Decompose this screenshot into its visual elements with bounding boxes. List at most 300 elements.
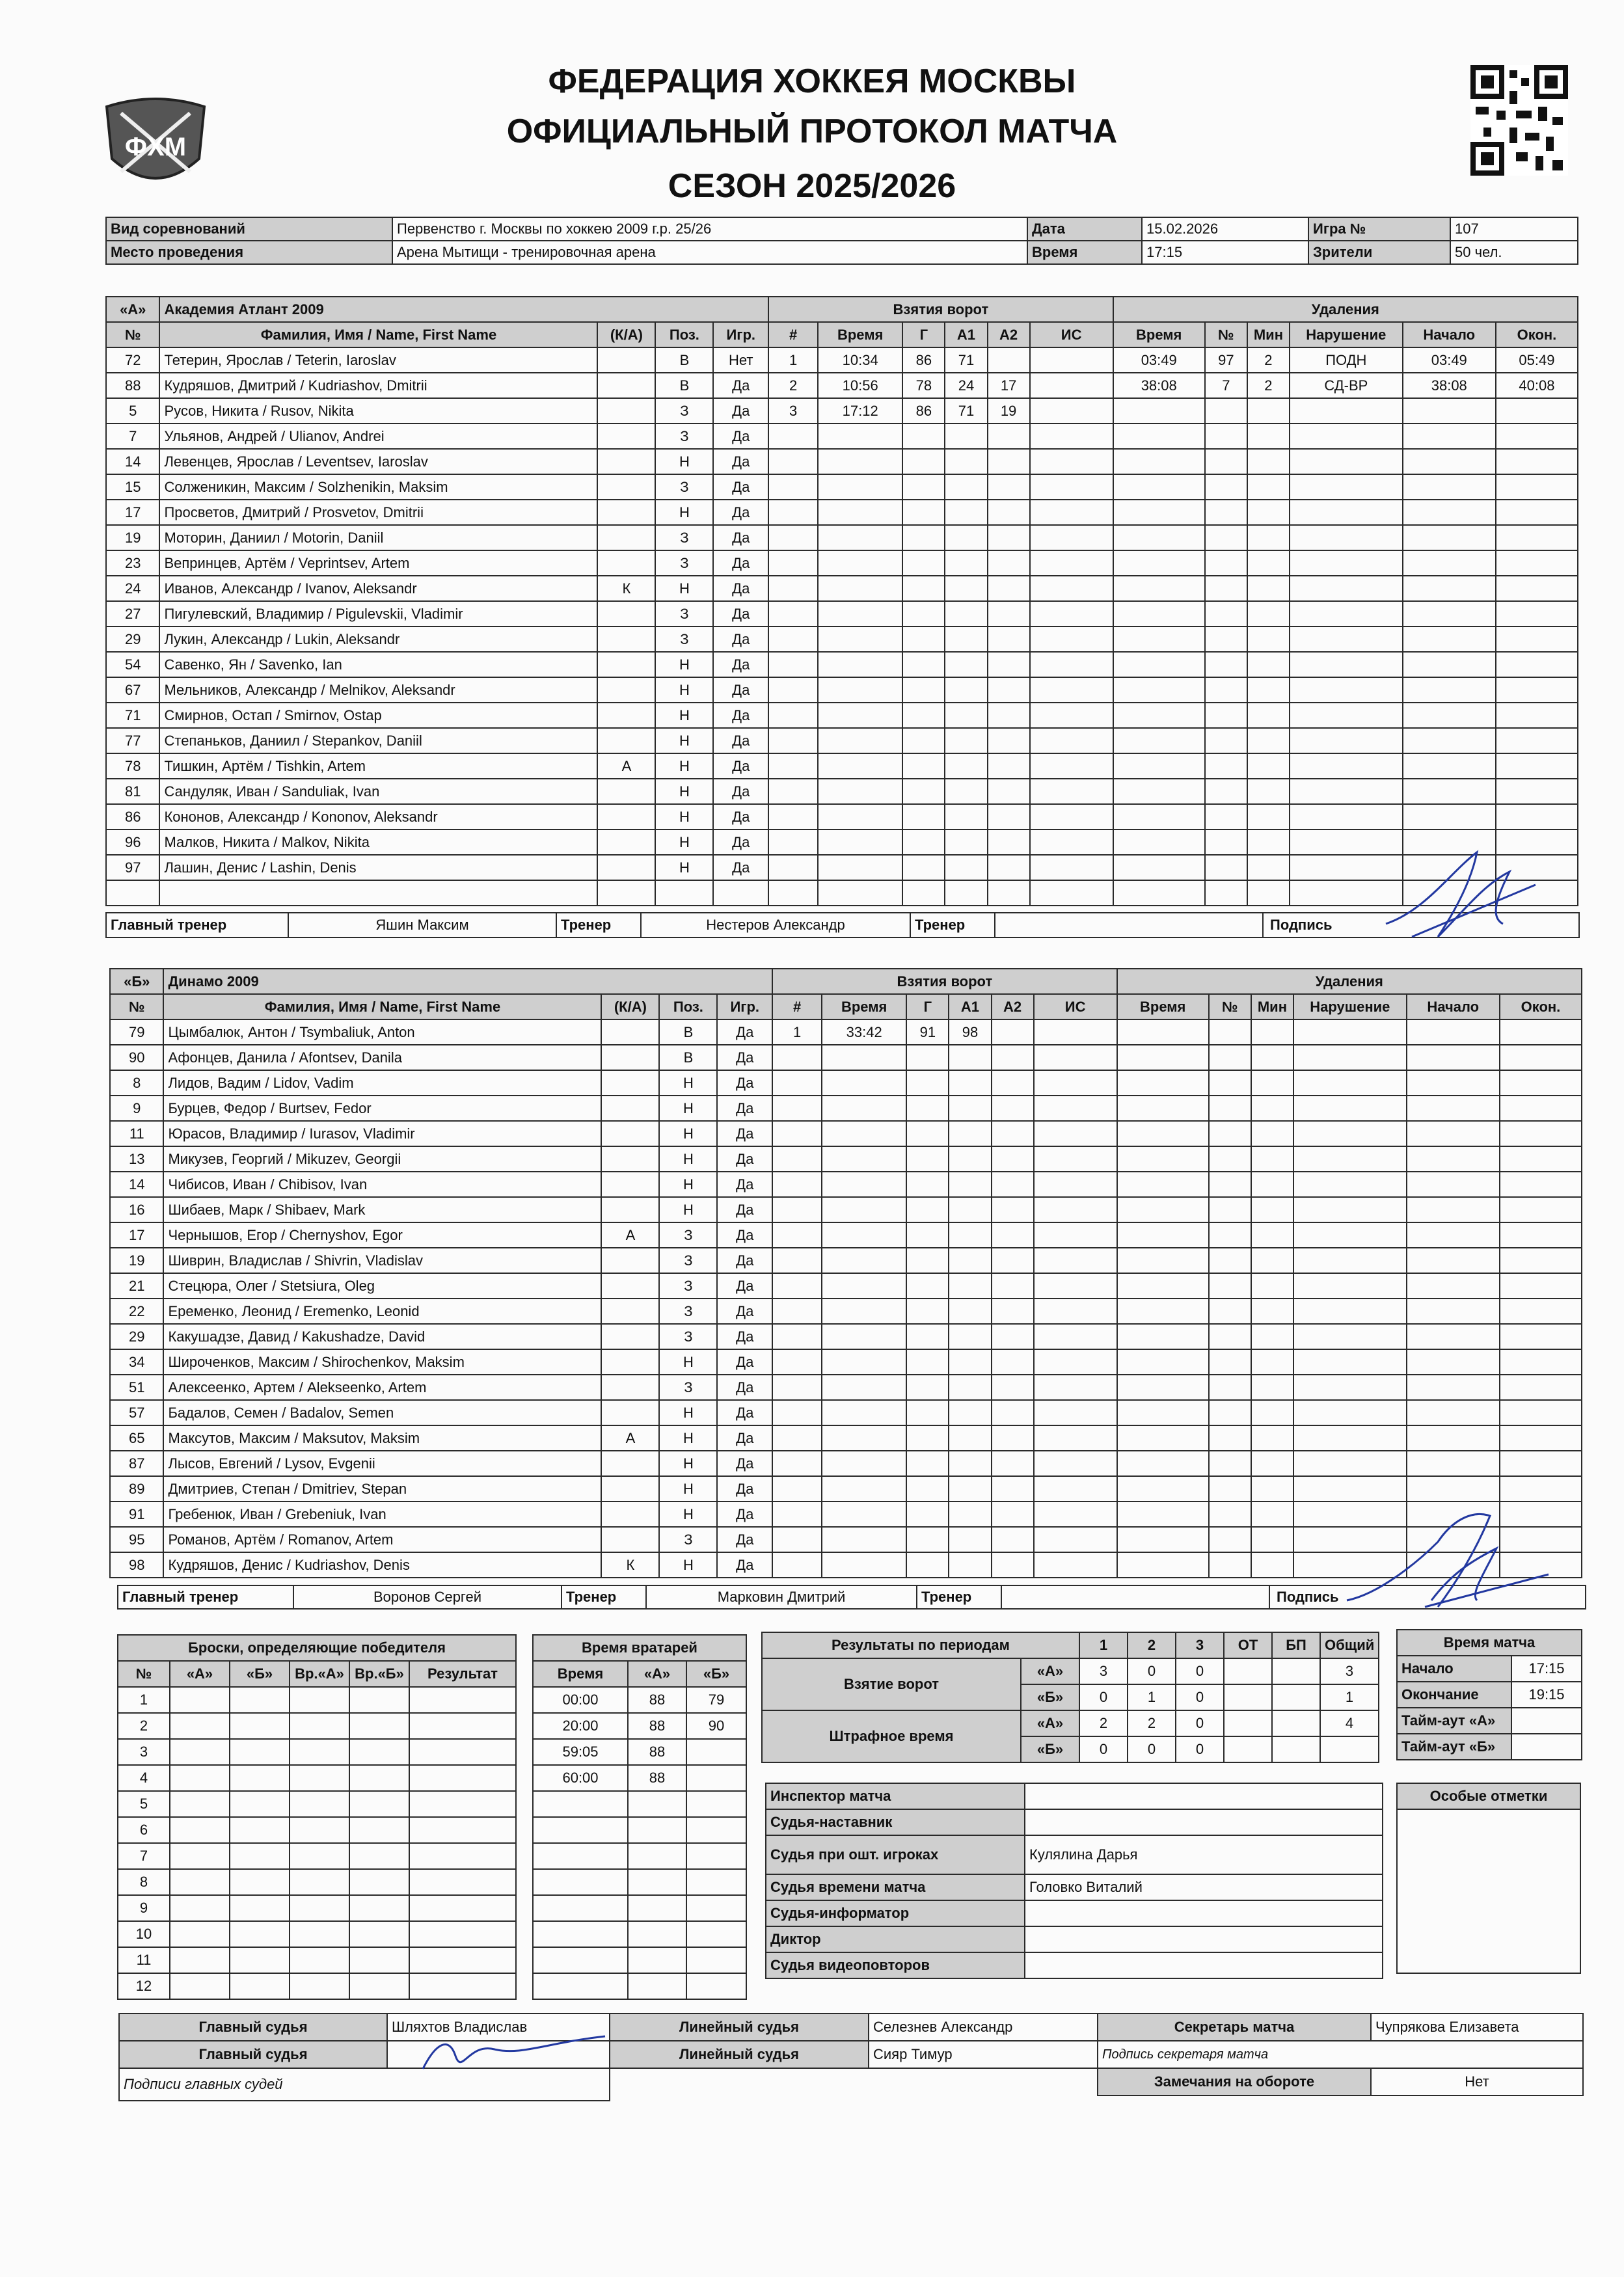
goalie-row bbox=[533, 1765, 746, 1791]
federation-title: ФЕДЕРАЦИЯ ХОККЕЯ МОСКВЫ bbox=[548, 62, 1076, 100]
penalty-start bbox=[1407, 1197, 1500, 1222]
penalty-end bbox=[1500, 1172, 1582, 1197]
officials-table bbox=[765, 1783, 1383, 1979]
team-a-tag: «А» bbox=[106, 297, 159, 322]
player-position: Н bbox=[659, 1349, 717, 1375]
team-a-head-coach-label: Главный тренер bbox=[106, 913, 288, 937]
goal-is bbox=[1034, 1096, 1117, 1121]
penalty-end bbox=[1500, 1197, 1582, 1222]
goalie-b bbox=[686, 1947, 746, 1973]
shootout-col-gb: Вр.«Б» bbox=[349, 1661, 409, 1687]
period-cell bbox=[1272, 1658, 1320, 1684]
player-role bbox=[597, 804, 655, 829]
match-end-label: Окончание bbox=[1397, 1682, 1511, 1708]
penalty-number bbox=[1205, 398, 1247, 424]
penalty-minutes bbox=[1247, 449, 1290, 474]
col-name: Фамилия, Имя / Name, First Name bbox=[163, 994, 601, 1019]
penalty-time bbox=[1113, 601, 1205, 627]
goal-assist1 bbox=[949, 1248, 991, 1273]
goal-assist2 bbox=[992, 1146, 1034, 1172]
shootout-cell bbox=[170, 1687, 230, 1713]
team-b-player-row bbox=[110, 1273, 1582, 1299]
penalty-infraction bbox=[1293, 1375, 1407, 1400]
goalie-row bbox=[533, 1921, 746, 1947]
goal-time: 17:12 bbox=[818, 398, 902, 424]
player-position: З bbox=[659, 1527, 717, 1552]
goal-time bbox=[818, 601, 902, 627]
team-b-head-coach-label: Главный тренер bbox=[118, 1585, 293, 1609]
shootout-cell bbox=[230, 1921, 290, 1947]
shootout-row bbox=[118, 1791, 516, 1817]
goal-scorer bbox=[906, 1299, 949, 1324]
player-number: 19 bbox=[106, 525, 159, 550]
player-role bbox=[601, 1527, 659, 1552]
goal-assist2 bbox=[988, 550, 1030, 576]
goal-scorer bbox=[906, 1070, 949, 1096]
col-goal-scorer: Г bbox=[902, 322, 945, 347]
goal-assist1 bbox=[949, 1451, 991, 1476]
goalie-a bbox=[628, 1973, 686, 1999]
player-role bbox=[601, 1121, 659, 1146]
goal-is bbox=[1030, 677, 1113, 703]
goal-index bbox=[772, 1121, 822, 1146]
penalty-infraction bbox=[1293, 1425, 1407, 1451]
goalie-a bbox=[628, 1791, 686, 1817]
penalty-minutes bbox=[1251, 1019, 1293, 1045]
shootout-row bbox=[118, 1843, 516, 1869]
goal-index bbox=[768, 855, 818, 880]
player-position: Н bbox=[655, 677, 713, 703]
penalty-infraction bbox=[1290, 474, 1403, 500]
shootout-cell bbox=[349, 1843, 409, 1869]
penalty-start bbox=[1403, 703, 1496, 728]
goal-index bbox=[772, 1349, 822, 1375]
goal-is bbox=[1030, 779, 1113, 804]
official-role: Судья-информатор bbox=[766, 1900, 1025, 1926]
player-played: Да bbox=[717, 1324, 772, 1349]
penalty-start bbox=[1407, 1299, 1500, 1324]
goalie-a: 88 bbox=[628, 1739, 686, 1765]
player-played: Да bbox=[713, 576, 768, 601]
goal-assist2 bbox=[992, 1222, 1034, 1248]
goal-scorer bbox=[902, 449, 945, 474]
penalty-number: 97 bbox=[1205, 347, 1247, 373]
match-start: 17:15 bbox=[1511, 1656, 1582, 1682]
penalty-time bbox=[1113, 728, 1205, 753]
goal-scorer bbox=[902, 424, 945, 449]
goalie-a: 88 bbox=[628, 1713, 686, 1739]
goal-is bbox=[1030, 627, 1113, 652]
goal-index bbox=[768, 474, 818, 500]
player-name: Какушадзе, Давид / Kakushadze, David bbox=[163, 1324, 601, 1349]
penalty-number bbox=[1205, 449, 1247, 474]
player-number: 8 bbox=[110, 1070, 163, 1096]
goal-scorer bbox=[902, 753, 945, 779]
goal-is bbox=[1034, 1273, 1117, 1299]
player-role bbox=[601, 1349, 659, 1375]
player-played: Да bbox=[713, 373, 768, 398]
period-col-total: Общий bbox=[1320, 1632, 1379, 1658]
shootout-cell bbox=[349, 1791, 409, 1817]
goal-index bbox=[772, 1299, 822, 1324]
player-played: Да bbox=[713, 652, 768, 677]
penalty-minutes bbox=[1247, 550, 1290, 576]
goal-time bbox=[818, 550, 902, 576]
goal-assist2 bbox=[988, 627, 1030, 652]
goal-assist2 bbox=[992, 1375, 1034, 1400]
player-position: В bbox=[655, 347, 713, 373]
penalty-minutes bbox=[1251, 1197, 1293, 1222]
goalie-col-a: «А» bbox=[628, 1661, 686, 1687]
goal-assist2 bbox=[988, 424, 1030, 449]
penalty-start bbox=[1407, 1172, 1500, 1197]
goal-index bbox=[768, 576, 818, 601]
player-position: З bbox=[655, 474, 713, 500]
official-name bbox=[1025, 1809, 1383, 1835]
player-position: З bbox=[659, 1324, 717, 1349]
period-cell bbox=[1272, 1710, 1320, 1736]
penalty-minutes bbox=[1251, 1476, 1293, 1502]
goal-index bbox=[772, 1552, 822, 1578]
shootout-cell bbox=[290, 1973, 349, 1999]
player-name: Иванов, Александр / Ivanov, Aleksandr bbox=[159, 576, 597, 601]
shootout-cell bbox=[409, 1869, 516, 1895]
competition-value: Первенство г. Москвы по хоккею 2009 г.р. 25/26 bbox=[392, 217, 1027, 241]
penalty-time bbox=[1117, 1476, 1209, 1502]
player-role bbox=[597, 550, 655, 576]
period-cell bbox=[1224, 1736, 1272, 1762]
player-name: Стецюра, Олег / Stetsiura, Oleg bbox=[163, 1273, 601, 1299]
penalty-infraction bbox=[1293, 1299, 1407, 1324]
player-name: Мельников, Александр / Melnikov, Aleksandr bbox=[159, 677, 597, 703]
penalty-start bbox=[1407, 1476, 1500, 1502]
player-name: Шибаев, Марк / Shibaev, Mark bbox=[163, 1197, 601, 1222]
goal-index bbox=[768, 601, 818, 627]
goal-assist1 bbox=[949, 1096, 991, 1121]
player-position: Н bbox=[655, 829, 713, 855]
penalty-time bbox=[1117, 1451, 1209, 1476]
team-a-coach2-label: Тренер bbox=[910, 913, 995, 937]
penalty-minutes bbox=[1247, 474, 1290, 500]
team-a-pens-header: Удаления bbox=[1113, 297, 1578, 322]
player-role bbox=[601, 1045, 659, 1070]
player-name: Савенко, Ян / Savenko, Ian bbox=[159, 652, 597, 677]
goal-assist1 bbox=[949, 1070, 991, 1096]
goal-assist1 bbox=[945, 728, 987, 753]
period-cell: 0 bbox=[1079, 1736, 1128, 1762]
period-cell: 2 bbox=[1079, 1710, 1128, 1736]
secretary-label: Секретарь матча bbox=[1098, 2014, 1371, 2041]
player-played: Да bbox=[717, 1552, 772, 1578]
goal-scorer bbox=[906, 1222, 949, 1248]
period-cell: 0 bbox=[1176, 1710, 1224, 1736]
team-b-sign-label: Подпись bbox=[1269, 1585, 1586, 1609]
goal-assist1 bbox=[949, 1146, 991, 1172]
penalty-time bbox=[1113, 576, 1205, 601]
penalty-minutes bbox=[1251, 1299, 1293, 1324]
goal-time bbox=[822, 1045, 906, 1070]
shootout-cell bbox=[409, 1713, 516, 1739]
player-name: Лидов, Вадим / Lidov, Vadim bbox=[163, 1070, 601, 1096]
goal-assist1 bbox=[949, 1552, 991, 1578]
shootout-num: 3 bbox=[118, 1739, 170, 1765]
goal-assist2 bbox=[988, 703, 1030, 728]
penalty-minutes bbox=[1247, 500, 1290, 525]
penalty-infraction bbox=[1293, 1349, 1407, 1375]
player-role bbox=[601, 1299, 659, 1324]
player-position: Н bbox=[655, 804, 713, 829]
col-number: № bbox=[110, 994, 163, 1019]
goal-scorer bbox=[906, 1425, 949, 1451]
player-position: З bbox=[659, 1299, 717, 1324]
player-name: Кононов, Александр / Kononov, Aleksandr bbox=[159, 804, 597, 829]
goal-is bbox=[1030, 652, 1113, 677]
player-played: Да bbox=[713, 753, 768, 779]
period-cell bbox=[1224, 1710, 1272, 1736]
player-played: Да bbox=[713, 804, 768, 829]
penalty-start bbox=[1403, 500, 1496, 525]
player-name: Микузев, Георгий / Mikuzev, Georgii bbox=[163, 1146, 601, 1172]
player-position: Н bbox=[659, 1146, 717, 1172]
player-name: Левенцев, Ярослав / Leventsev, Iaroslav bbox=[159, 449, 597, 474]
goalie-time bbox=[533, 1869, 628, 1895]
goal-assist1 bbox=[945, 550, 987, 576]
player-role bbox=[597, 525, 655, 550]
penalty-minutes bbox=[1251, 1045, 1293, 1070]
player-number: 78 bbox=[106, 753, 159, 779]
player-position: Н bbox=[655, 703, 713, 728]
penalty-minutes bbox=[1247, 525, 1290, 550]
team-b-player-row bbox=[110, 1019, 1582, 1045]
shootout-cell bbox=[349, 1895, 409, 1921]
team-a-coach2 bbox=[995, 913, 1263, 937]
player-role: А bbox=[601, 1425, 659, 1451]
goal-assist2 bbox=[992, 1121, 1034, 1146]
col-is: ИС bbox=[1030, 322, 1113, 347]
goal-time bbox=[822, 1552, 906, 1578]
penalty-start: 03:49 bbox=[1403, 347, 1496, 373]
penalty-time bbox=[1117, 1146, 1209, 1172]
shootout-cell bbox=[349, 1765, 409, 1791]
goal-scorer bbox=[902, 576, 945, 601]
goal-assist1 bbox=[945, 677, 987, 703]
shootout-num: 6 bbox=[118, 1817, 170, 1843]
goal-assist2 bbox=[992, 1552, 1034, 1578]
penalty-infraction bbox=[1290, 677, 1403, 703]
goal-assist1 bbox=[945, 855, 987, 880]
shootout-cell bbox=[230, 1713, 290, 1739]
penalty-time bbox=[1113, 500, 1205, 525]
penalty-number bbox=[1205, 424, 1247, 449]
player-played: Да bbox=[717, 1248, 772, 1273]
goalie-time: 20:00 bbox=[533, 1713, 628, 1739]
goal-index bbox=[772, 1527, 822, 1552]
player-role bbox=[597, 652, 655, 677]
player-played: Да bbox=[713, 728, 768, 753]
penalty-number bbox=[1209, 1096, 1251, 1121]
goal-assist2 bbox=[988, 601, 1030, 627]
periods-pim-b-tag: «Б» bbox=[1021, 1736, 1079, 1762]
goal-time bbox=[818, 627, 902, 652]
shootout-cell bbox=[290, 1713, 349, 1739]
goal-index: 2 bbox=[768, 373, 818, 398]
penalty-number bbox=[1209, 1527, 1251, 1552]
player-position: Н bbox=[655, 855, 713, 880]
goal-time bbox=[822, 1172, 906, 1197]
goal-is bbox=[1034, 1248, 1117, 1273]
period-cell-total: 3 bbox=[1320, 1658, 1379, 1684]
penalty-infraction: СД-ВР bbox=[1290, 373, 1403, 398]
goal-index bbox=[768, 829, 818, 855]
goal-time bbox=[818, 880, 902, 906]
goal-index bbox=[772, 1146, 822, 1172]
period-cell: 0 bbox=[1079, 1684, 1128, 1710]
player-number: 17 bbox=[106, 500, 159, 525]
shootout-cell bbox=[409, 1843, 516, 1869]
goal-assist2 bbox=[992, 1451, 1034, 1476]
player-number: 17 bbox=[110, 1222, 163, 1248]
penalty-time bbox=[1117, 1425, 1209, 1451]
player-number: 11 bbox=[110, 1121, 163, 1146]
timeout-b bbox=[1511, 1734, 1582, 1760]
goal-time bbox=[818, 576, 902, 601]
goal-scorer bbox=[906, 1096, 949, 1121]
penalty-number bbox=[1209, 1451, 1251, 1476]
goal-scorer bbox=[906, 1451, 949, 1476]
goal-scorer bbox=[906, 1349, 949, 1375]
goal-is bbox=[1034, 1400, 1117, 1425]
goalie-time bbox=[533, 1817, 628, 1843]
player-played: Да bbox=[713, 855, 768, 880]
player-played: Да bbox=[717, 1502, 772, 1527]
penalty-infraction bbox=[1293, 1121, 1407, 1146]
goal-assist1 bbox=[945, 576, 987, 601]
special-marks-body bbox=[1397, 1809, 1580, 1973]
date-value: 15.02.2026 bbox=[1142, 217, 1308, 241]
goal-index bbox=[768, 449, 818, 474]
team-a-coach-label: Тренер bbox=[556, 913, 641, 937]
penalty-number bbox=[1205, 804, 1247, 829]
period-cell-total: 4 bbox=[1320, 1710, 1379, 1736]
player-name: Чернышов, Егор / Chernyshov, Egor bbox=[163, 1222, 601, 1248]
team-b-player-row bbox=[110, 1045, 1582, 1070]
penalty-end bbox=[1496, 703, 1578, 728]
player-number: 24 bbox=[106, 576, 159, 601]
shootout-cell bbox=[409, 1895, 516, 1921]
goal-assist1 bbox=[949, 1197, 991, 1222]
penalty-minutes bbox=[1251, 1172, 1293, 1197]
goal-scorer bbox=[902, 703, 945, 728]
goal-assist2 bbox=[988, 753, 1030, 779]
goal-is bbox=[1034, 1476, 1117, 1502]
goal-assist1 bbox=[949, 1299, 991, 1324]
goal-index bbox=[772, 1045, 822, 1070]
goal-is bbox=[1034, 1045, 1117, 1070]
penalty-minutes bbox=[1251, 1451, 1293, 1476]
player-played: Да bbox=[713, 424, 768, 449]
shootout-cell bbox=[349, 1687, 409, 1713]
player-position: Н bbox=[659, 1451, 717, 1476]
penalty-time bbox=[1113, 779, 1205, 804]
period-cell: 0 bbox=[1176, 1658, 1224, 1684]
team-b-player-row bbox=[110, 1222, 1582, 1248]
goal-assist2 bbox=[988, 576, 1030, 601]
date-label: Дата bbox=[1027, 217, 1142, 241]
player-position: Н bbox=[655, 728, 713, 753]
goal-assist1: 98 bbox=[949, 1019, 991, 1045]
player-played: Нет bbox=[713, 347, 768, 373]
goal-scorer: 78 bbox=[902, 373, 945, 398]
team-a-player-row bbox=[106, 373, 1578, 398]
player-position: З bbox=[655, 601, 713, 627]
player-role bbox=[601, 1248, 659, 1273]
player-name: Пигулевский, Владимир / Pigulevskii, Vladimir bbox=[159, 601, 597, 627]
penalty-end bbox=[1496, 779, 1578, 804]
player-name: Цымбалюк, Антон / Tsymbaliuk, Anton bbox=[163, 1019, 601, 1045]
goal-assist1 bbox=[949, 1476, 991, 1502]
penalty-number bbox=[1205, 880, 1247, 906]
goal-time bbox=[818, 779, 902, 804]
col-pen-min: Мин bbox=[1251, 994, 1293, 1019]
goalie-time: 59:05 bbox=[533, 1739, 628, 1765]
goal-scorer bbox=[902, 525, 945, 550]
penalty-infraction bbox=[1290, 525, 1403, 550]
player-position: Н bbox=[659, 1502, 717, 1527]
goal-is bbox=[1030, 500, 1113, 525]
goal-time bbox=[818, 703, 902, 728]
goal-scorer bbox=[906, 1400, 949, 1425]
penalty-number bbox=[1209, 1146, 1251, 1172]
penalty-number bbox=[1209, 1273, 1251, 1299]
player-played: Да bbox=[717, 1527, 772, 1552]
team-b-player-row bbox=[110, 1324, 1582, 1349]
goal-assist2 bbox=[992, 1248, 1034, 1273]
team-a-player-row bbox=[106, 779, 1578, 804]
goal-scorer bbox=[902, 550, 945, 576]
shootout-row bbox=[118, 1921, 516, 1947]
goal-assist2 bbox=[992, 1045, 1034, 1070]
player-number: 89 bbox=[110, 1476, 163, 1502]
team-a-player-row bbox=[106, 449, 1578, 474]
player-number: 9 bbox=[110, 1096, 163, 1121]
goal-assist1 bbox=[949, 1045, 991, 1070]
team-a-goals-header: Взятия ворот bbox=[768, 297, 1113, 322]
team-a-player-row bbox=[106, 703, 1578, 728]
penalty-infraction bbox=[1293, 1197, 1407, 1222]
goalie-time-table bbox=[532, 1634, 747, 2000]
penalty-time bbox=[1117, 1121, 1209, 1146]
penalty-infraction: ПОДН bbox=[1290, 347, 1403, 373]
player-position: З bbox=[659, 1375, 717, 1400]
goal-scorer bbox=[902, 779, 945, 804]
goal-assist1 bbox=[945, 703, 987, 728]
player-played: Да bbox=[717, 1070, 772, 1096]
goal-scorer bbox=[902, 855, 945, 880]
penalty-end bbox=[1496, 424, 1578, 449]
penalty-end bbox=[1496, 652, 1578, 677]
player-number: 77 bbox=[106, 728, 159, 753]
player-position: Н bbox=[659, 1425, 717, 1451]
player-played: Да bbox=[713, 829, 768, 855]
penalty-start bbox=[1403, 550, 1496, 576]
period-col-2: 2 bbox=[1128, 1632, 1176, 1658]
goalie-col-time: Время bbox=[533, 1661, 628, 1687]
player-played: Да bbox=[717, 1476, 772, 1502]
goal-scorer bbox=[906, 1045, 949, 1070]
player-played bbox=[713, 880, 768, 906]
goal-is bbox=[1034, 1197, 1117, 1222]
player-position bbox=[655, 880, 713, 906]
